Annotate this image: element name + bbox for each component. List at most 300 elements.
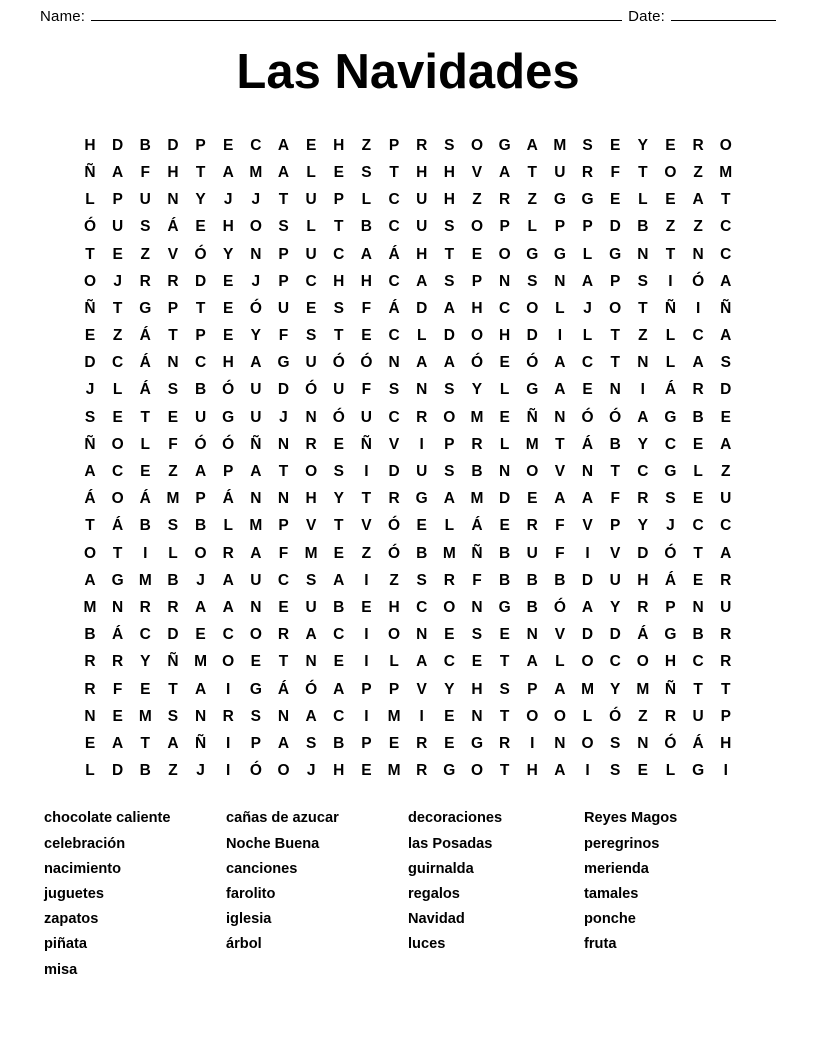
grid-cell: I bbox=[419, 707, 424, 725]
grid-cell: M bbox=[470, 490, 484, 508]
grid-cell: F bbox=[472, 571, 482, 589]
word-bank-item: juguetes bbox=[44, 886, 105, 903]
grid-cell: C bbox=[112, 354, 124, 372]
grid-cell: C bbox=[664, 435, 677, 453]
grid-cell: E bbox=[471, 245, 483, 263]
grid-cell: E bbox=[223, 136, 234, 154]
grid-cell: A bbox=[720, 544, 732, 562]
grid-cell: E bbox=[527, 490, 538, 508]
grid-cell: J bbox=[583, 299, 592, 317]
grid-cell: S bbox=[333, 299, 344, 317]
grid-cell: E bbox=[84, 734, 96, 752]
grid-cell: U bbox=[360, 408, 372, 426]
grid-cell: U bbox=[139, 191, 151, 209]
grid-cell: N bbox=[692, 245, 704, 263]
grid-cell: C bbox=[250, 136, 262, 154]
grid-cell: O bbox=[553, 707, 566, 725]
grid-cell: G bbox=[526, 245, 539, 263]
grid-cell: E bbox=[665, 191, 676, 209]
grid-row bbox=[78, 214, 738, 241]
grid-cell: J bbox=[196, 762, 205, 780]
grid-cell: E bbox=[112, 408, 123, 426]
grid-cell: Y bbox=[610, 598, 621, 616]
word-bank-item: peregrinos bbox=[584, 835, 660, 852]
grid-cell: S bbox=[167, 517, 179, 535]
grid-cell: P bbox=[112, 191, 123, 209]
grid-cell: Z bbox=[665, 218, 676, 236]
grid-cell: A bbox=[84, 463, 96, 481]
grid-cell: O bbox=[83, 272, 97, 290]
grid-cell: L bbox=[140, 435, 151, 453]
word-bank-item: iglesia bbox=[226, 911, 272, 928]
grid-cell: O bbox=[526, 707, 539, 725]
grid-cell: T bbox=[140, 734, 151, 752]
grid-cell: B bbox=[167, 571, 179, 589]
grid-cell: T bbox=[112, 299, 123, 317]
grid-cell: Ñ bbox=[84, 163, 96, 181]
grid-cell: C bbox=[388, 272, 400, 290]
grid-cell: Y bbox=[333, 490, 344, 508]
grid-cell: M bbox=[138, 707, 152, 725]
grid-cell: A bbox=[250, 463, 262, 481]
grid-cell: B bbox=[84, 626, 96, 644]
grid-cell: G bbox=[498, 598, 511, 616]
grid-cell: R bbox=[84, 680, 96, 698]
grid-cell: H bbox=[360, 272, 372, 290]
grid-cell: Y bbox=[610, 680, 621, 698]
grid-cell: D bbox=[167, 626, 179, 644]
grid-cell: C bbox=[720, 245, 732, 263]
grid-cell: I bbox=[585, 544, 590, 562]
grid-cell: I bbox=[557, 327, 563, 345]
grid-cell: I bbox=[585, 762, 590, 780]
grid-cell: H bbox=[167, 163, 179, 181]
grid-row bbox=[78, 567, 738, 594]
grid-cell: V bbox=[582, 517, 593, 535]
grid-cell: T bbox=[499, 762, 510, 780]
grid-cell: L bbox=[85, 191, 95, 209]
grid-cell: R bbox=[637, 490, 649, 508]
grid-cell: L bbox=[499, 435, 510, 453]
grid-cell: L bbox=[85, 762, 95, 780]
grid-cell: L bbox=[582, 245, 593, 263]
grid-cell: A bbox=[194, 598, 207, 616]
grid-row bbox=[78, 186, 738, 213]
grid-cell: E bbox=[223, 272, 234, 290]
grid-cell: O bbox=[111, 490, 124, 508]
grid-cell: E bbox=[333, 163, 344, 181]
grid-cell: O bbox=[470, 136, 483, 154]
grid-cell: T bbox=[555, 435, 565, 453]
grid-cell: Ñ bbox=[526, 408, 538, 426]
grid-cell: P bbox=[250, 734, 262, 752]
grid-cell: C bbox=[305, 272, 317, 290]
grid-cell: N bbox=[471, 707, 483, 725]
grid-cell: N bbox=[388, 354, 400, 372]
grid-cell: D bbox=[112, 762, 124, 780]
grid-cell: L bbox=[168, 544, 178, 562]
grid-cell: Ó bbox=[664, 544, 677, 562]
word-bank-column bbox=[584, 806, 754, 982]
grid-cell: C bbox=[443, 653, 455, 671]
grid-cell: T bbox=[168, 680, 178, 698]
grid-cell: L bbox=[665, 354, 676, 372]
grid-cell: Ó bbox=[388, 544, 401, 562]
grid-cell: S bbox=[167, 381, 179, 399]
grid-cell: A bbox=[277, 163, 290, 181]
grid-row bbox=[78, 295, 738, 322]
grid-cell: T bbox=[610, 354, 620, 372]
grid-cell: T bbox=[693, 544, 703, 562]
grid-cell: L bbox=[638, 191, 648, 209]
grid-cell: Y bbox=[223, 245, 234, 263]
grid-cell: Á bbox=[664, 571, 677, 589]
grid-row bbox=[78, 485, 738, 512]
grid-cell: U bbox=[416, 218, 428, 236]
grid-cell: G bbox=[415, 490, 428, 508]
grid-cell: N bbox=[277, 435, 290, 453]
grid-cell: R bbox=[499, 734, 511, 752]
grid-cell: Ó bbox=[194, 435, 207, 453]
grid-cell: O bbox=[498, 245, 511, 263]
word-bank-item: Navidad bbox=[408, 911, 465, 928]
word-bank bbox=[44, 806, 774, 982]
grid-cell: J bbox=[251, 191, 261, 209]
grid-cell: I bbox=[364, 463, 369, 481]
grid-cell: S bbox=[305, 734, 317, 752]
grid-cell: T bbox=[278, 653, 289, 671]
grid-cell: Ó bbox=[249, 299, 262, 317]
grid-cell: Z bbox=[140, 245, 151, 263]
grid-cell: A bbox=[443, 299, 455, 317]
grid-cell: I bbox=[419, 435, 424, 453]
grid-cell: C bbox=[720, 218, 732, 236]
grid-cell: U bbox=[250, 571, 262, 589]
grid-cell: E bbox=[140, 680, 151, 698]
grid-cell: N bbox=[609, 381, 621, 399]
grid-cell: T bbox=[278, 463, 289, 481]
grid-cell: Á bbox=[139, 354, 151, 372]
grid-cell: T bbox=[140, 408, 151, 426]
grid-cell: Á bbox=[692, 734, 704, 752]
grid-cell: A bbox=[554, 354, 566, 372]
grid-cell: O bbox=[83, 544, 97, 562]
grid-cell: T bbox=[610, 463, 620, 481]
grid-cell: N bbox=[499, 463, 511, 481]
grid-cell: S bbox=[278, 218, 289, 236]
grid-cell: E bbox=[84, 327, 96, 345]
grid-cell: R bbox=[637, 598, 649, 616]
grid-cell: Ñ bbox=[720, 299, 732, 317]
grid-cell: Y bbox=[637, 517, 648, 535]
grid-row bbox=[78, 649, 738, 676]
grid-cell: N bbox=[277, 490, 290, 508]
grid-cell: U bbox=[305, 245, 317, 263]
grid-cell: C bbox=[499, 299, 511, 317]
grid-cell: S bbox=[305, 327, 317, 345]
grid-cell: H bbox=[222, 218, 234, 236]
grid-cell: Z bbox=[693, 218, 703, 236]
grid-cell: E bbox=[112, 707, 123, 725]
grid-cell: C bbox=[581, 354, 594, 372]
grid-cell: M bbox=[387, 707, 401, 725]
grid-cell: L bbox=[555, 299, 565, 317]
grid-cell: S bbox=[582, 136, 593, 154]
grid-cell: M bbox=[719, 163, 733, 181]
grid-cell: C bbox=[333, 626, 345, 644]
grid-cell: L bbox=[416, 327, 427, 345]
word-bank-item: zapatos bbox=[44, 911, 99, 928]
grid-cell: E bbox=[665, 136, 676, 154]
grid-cell: I bbox=[364, 707, 369, 725]
grid-cell: M bbox=[194, 653, 208, 671]
grid-cell: H bbox=[720, 734, 732, 752]
grid-cell: T bbox=[334, 517, 344, 535]
grid-cell: I bbox=[530, 734, 535, 752]
grid-cell: O bbox=[664, 163, 677, 181]
word-bank-item: farolito bbox=[226, 886, 276, 903]
grid-cell: E bbox=[305, 136, 317, 154]
grid-cell: B bbox=[554, 571, 566, 589]
grid-cell: G bbox=[664, 626, 677, 644]
grid-cell: D bbox=[609, 626, 621, 644]
grid-cell: G bbox=[222, 408, 235, 426]
grid-cell: U bbox=[416, 463, 428, 481]
grid-cell: D bbox=[416, 299, 428, 317]
grid-cell: N bbox=[277, 707, 290, 725]
grid-cell: Z bbox=[721, 463, 731, 481]
grid-cell: A bbox=[360, 245, 372, 263]
grid-cell: R bbox=[664, 707, 677, 725]
grid-cell: M bbox=[249, 517, 263, 535]
grid-cell: D bbox=[526, 327, 538, 345]
grid-cell: O bbox=[222, 653, 235, 671]
grid-cell: Ñ bbox=[664, 680, 677, 698]
grid-cell: R bbox=[277, 626, 290, 644]
grid-cell: P bbox=[388, 136, 400, 154]
grid-cell: O bbox=[249, 626, 262, 644]
grid-cell: E bbox=[333, 544, 344, 562]
grid-cell: U bbox=[609, 571, 621, 589]
grid-cell: E bbox=[333, 653, 344, 671]
grid-cell: Á bbox=[664, 381, 677, 399]
grid-cell: L bbox=[499, 381, 510, 399]
grid-cell: S bbox=[665, 490, 676, 508]
grid-cell: P bbox=[278, 245, 289, 263]
grid-cell: Ñ bbox=[250, 435, 262, 453]
grid-cell: U bbox=[250, 381, 262, 399]
grid-cell: G bbox=[470, 734, 483, 752]
grid-row bbox=[78, 431, 738, 458]
grid-cell: R bbox=[416, 136, 428, 154]
grid-cell: R bbox=[720, 571, 732, 589]
grid-row bbox=[78, 621, 738, 648]
grid-cell: B bbox=[499, 571, 511, 589]
grid-cell: G bbox=[553, 245, 566, 263]
grid-cell: Ó bbox=[609, 408, 622, 426]
grid-cell: R bbox=[167, 272, 179, 290]
grid-row bbox=[78, 703, 738, 730]
grid-cell: M bbox=[387, 762, 401, 780]
grid-cell: V bbox=[554, 463, 566, 481]
page-title: Las Navidades bbox=[236, 45, 580, 99]
grid-cell: E bbox=[140, 463, 151, 481]
grid-cell: O bbox=[719, 136, 732, 154]
grid-cell: I bbox=[723, 762, 728, 780]
grid-cell: V bbox=[361, 517, 372, 535]
grid-cell: S bbox=[444, 381, 455, 399]
grid-cell: A bbox=[720, 272, 732, 290]
word-bank-item: cañas de azucar bbox=[226, 810, 339, 827]
grid-cell: A bbox=[720, 435, 732, 453]
grid-cell: G bbox=[111, 571, 124, 589]
grid-cell: Á bbox=[112, 517, 124, 535]
grid-cell: A bbox=[554, 680, 566, 698]
grid-row bbox=[78, 757, 738, 784]
grid-cell: Ó bbox=[222, 435, 235, 453]
grid-row bbox=[78, 159, 738, 186]
grid-cell: Á bbox=[139, 381, 151, 399]
grid-cell: J bbox=[306, 762, 316, 780]
grid-cell: I bbox=[640, 381, 645, 399]
grid-cell: T bbox=[168, 327, 178, 345]
grid-cell: A bbox=[526, 653, 538, 671]
grid-cell: N bbox=[112, 598, 124, 616]
grid-cell: B bbox=[499, 544, 511, 562]
grid-cell: T bbox=[527, 163, 537, 181]
grid-cell: C bbox=[194, 354, 207, 372]
grid-cell: A bbox=[720, 327, 732, 345]
grid-cell: R bbox=[222, 707, 234, 725]
grid-cell: Z bbox=[472, 191, 482, 209]
grid-cell: M bbox=[249, 163, 263, 181]
grid-cell: C bbox=[388, 218, 400, 236]
grid-cell: C bbox=[112, 463, 124, 481]
grid-cell: Y bbox=[637, 435, 648, 453]
grid-cell: R bbox=[692, 381, 704, 399]
grid-cell: Y bbox=[444, 680, 455, 698]
grid-cell: U bbox=[554, 163, 566, 181]
word-bank-column bbox=[408, 806, 584, 982]
word-bank-item: Noche Buena bbox=[226, 835, 320, 852]
grid-cell: P bbox=[195, 136, 206, 154]
grid-cell: H bbox=[333, 762, 345, 780]
grid-cell: I bbox=[364, 653, 369, 671]
grid-cell: E bbox=[499, 408, 510, 426]
grid-cell: R bbox=[139, 598, 151, 616]
grid-cell: L bbox=[306, 163, 316, 181]
grid-cell: G bbox=[139, 299, 152, 317]
grid-cell: P bbox=[444, 435, 455, 453]
grid-cell: Ñ bbox=[664, 299, 677, 317]
grid-cell: H bbox=[443, 163, 455, 181]
grid-cell: Á bbox=[277, 680, 290, 698]
grid-row bbox=[78, 730, 738, 757]
grid-cell: I bbox=[226, 762, 231, 780]
grid-cell: E bbox=[361, 598, 372, 616]
grid-cell: R bbox=[416, 734, 428, 752]
grid-cell: N bbox=[554, 272, 566, 290]
grid-cell: D bbox=[720, 381, 732, 399]
grid-cell: T bbox=[665, 245, 676, 263]
grid-cell: E bbox=[444, 734, 455, 752]
grid-cell: T bbox=[195, 299, 206, 317]
grid-cell: Z bbox=[389, 571, 399, 589]
grid-cell: C bbox=[416, 598, 428, 616]
grid-cell: S bbox=[610, 762, 621, 780]
grid-cell: E bbox=[167, 408, 179, 426]
date-input-line[interactable] bbox=[671, 8, 776, 21]
word-bank-item: las Posadas bbox=[408, 835, 493, 852]
grid-cell: A bbox=[333, 680, 345, 698]
grid-cell: B bbox=[692, 626, 704, 644]
grid-cell: I bbox=[226, 734, 231, 752]
grid-cell: Z bbox=[112, 327, 123, 345]
grid-cell: N bbox=[416, 381, 428, 399]
grid-cell: A bbox=[250, 354, 262, 372]
grid-cell: V bbox=[610, 544, 621, 562]
grid-cell: A bbox=[222, 163, 234, 181]
grid-cell: E bbox=[692, 571, 704, 589]
grid-cell: N bbox=[692, 598, 704, 616]
grid-cell: S bbox=[333, 463, 344, 481]
grid-cell: Y bbox=[250, 327, 262, 345]
grid-cell: V bbox=[167, 245, 179, 263]
grid-cell: U bbox=[250, 408, 262, 426]
grid-cell: A bbox=[305, 626, 317, 644]
grid-cell: G bbox=[664, 463, 677, 481]
grid-cell: I bbox=[668, 272, 673, 290]
grid-cell: H bbox=[443, 191, 455, 209]
grid-cell: N bbox=[554, 408, 566, 426]
grid-cell: E bbox=[333, 435, 344, 453]
grid-cell: Z bbox=[168, 762, 178, 780]
grid-cell: H bbox=[333, 272, 345, 290]
grid-cell: H bbox=[499, 327, 511, 345]
grid-cell: T bbox=[638, 299, 648, 317]
grid-cell: B bbox=[637, 218, 649, 236]
grid-cell: C bbox=[139, 626, 151, 644]
grid-cell: C bbox=[692, 327, 704, 345]
grid-cell: E bbox=[610, 191, 621, 209]
name-input-line[interactable] bbox=[91, 8, 622, 21]
grid-cell: Y bbox=[195, 191, 206, 209]
grid-row bbox=[78, 349, 738, 376]
grid-cell: O bbox=[526, 463, 539, 481]
word-bank-item: árbol bbox=[226, 936, 262, 953]
grid-cell: V bbox=[388, 435, 400, 453]
grid-cell: O bbox=[581, 653, 594, 671]
grid-cell: Á bbox=[637, 626, 649, 644]
grid-cell: T bbox=[499, 653, 510, 671]
grid-cell: C bbox=[222, 626, 234, 644]
grid-cell: O bbox=[581, 734, 594, 752]
grid-cell: E bbox=[361, 762, 372, 780]
grid-cell: U bbox=[277, 299, 290, 317]
grid-cell: S bbox=[416, 571, 427, 589]
grid-cell: H bbox=[471, 680, 483, 698]
grid-cell: F bbox=[112, 680, 123, 698]
grid-cell: D bbox=[637, 544, 649, 562]
grid-cell: O bbox=[443, 598, 456, 616]
grid-cell: N bbox=[250, 490, 262, 508]
grid-cell: Z bbox=[638, 327, 648, 345]
word-bank-item: decoraciones bbox=[408, 810, 503, 827]
grid-cell: Á bbox=[112, 626, 124, 644]
grid-cell: B bbox=[416, 544, 428, 562]
grid-cell: Ó bbox=[332, 354, 345, 372]
grid-row bbox=[78, 676, 738, 703]
